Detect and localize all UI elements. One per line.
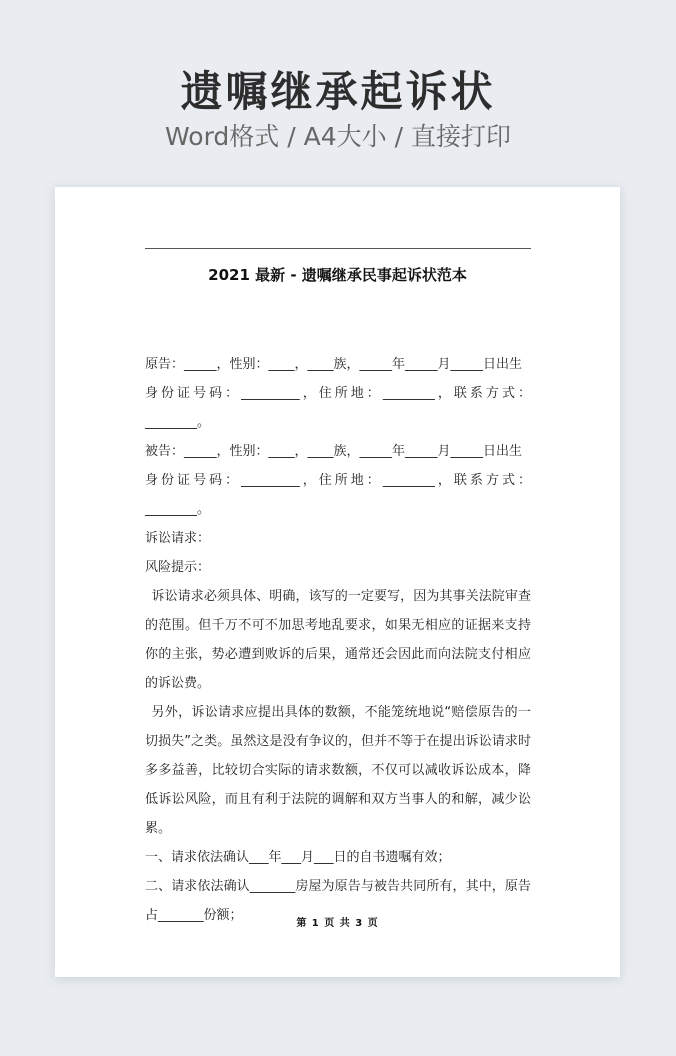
plaintiff-contact: 身份证号码：_________，住所地：________，联系方式：________。 — [145, 386, 531, 430]
claim-item-1: 一、请求依法确认___年___月___日的自书遗嘱有效； — [145, 850, 451, 865]
plaintiff-info: 原告：_____，性别：____，____族，_____年_____月_____日出生 — [145, 357, 523, 372]
claims-heading: 诉讼请求： — [145, 531, 211, 546]
header-rule — [145, 248, 531, 249]
page-footer: 第 1 页 共 3 页 — [296, 918, 379, 929]
banner-title: 遗嘱继承起诉状 — [180, 67, 496, 116]
document-body — [145, 350, 531, 930]
risk-heading: 风险提示： — [145, 560, 211, 575]
risk-paragraph-2: 另外，诉讼请求应提出具体的数额，不能笼统地说“赔偿原告的一切损失”之类。虽然这是没有争议的，但并不等于在提出诉讼请求时多多益善，比较切合实际的请求数额，不仅可以减收诉讼成本，降低诉讼风险，而且有利于法院的调解和双方当事人的和解，减少讼累。 — [145, 705, 531, 836]
risk-paragraph-1: 诉讼请求必须具体、明确，该写的一定要写，因为其事关法院审查的范围。但千万不可不加思考地乱要求，如果无相应的证据来支持你的主张，势必遭到败诉的后果，通常还会因此而向法院支付相应的诉讼费。 — [145, 589, 531, 691]
banner-subtitle: Word格式 / A4大小 / 直接打印 — [165, 122, 511, 151]
defendant-contact: 身份证号码：_________，住所地：________，联系方式：________。 — [145, 473, 531, 517]
document-page — [55, 187, 620, 977]
claim-item-2: 二、请求依法确认_______房屋为原告与被告共同所有，其中，原告占_______份额； — [145, 879, 531, 923]
defendant-info: 被告：_____，性别：____，____族，_____年_____月_____日出生 — [145, 444, 523, 459]
document-title: 2021 最新 - 遗嘱继承民事起诉状范本 — [208, 266, 467, 284]
